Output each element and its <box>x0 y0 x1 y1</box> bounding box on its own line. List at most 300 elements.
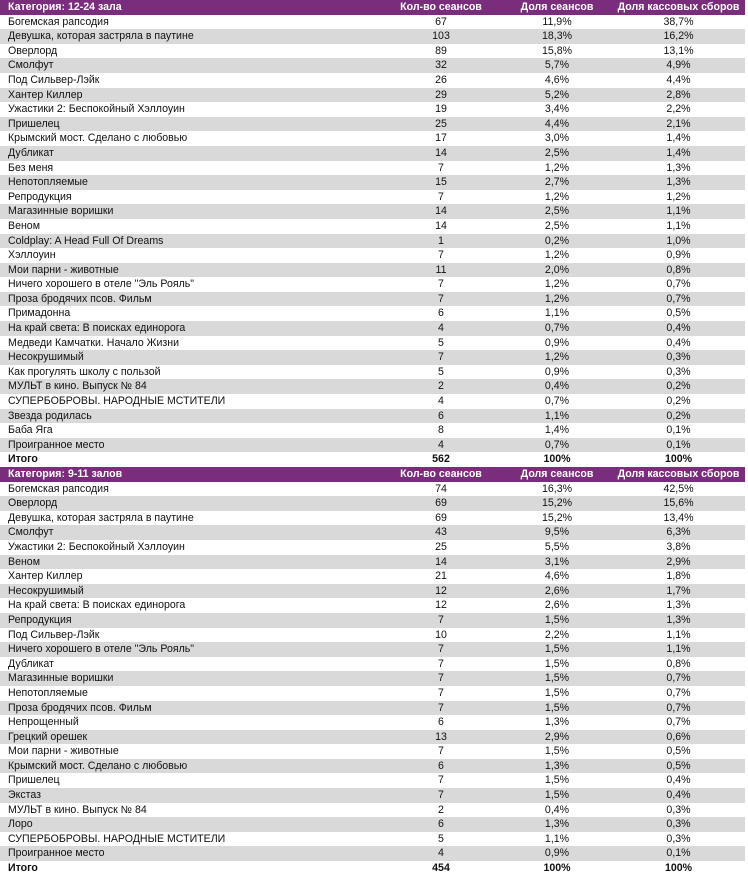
sessions-count: 6 <box>438 307 444 320</box>
movie-title: Медведи Камчатки. Начало Жизни <box>8 336 179 349</box>
sessions-share: 2,5% <box>544 219 570 232</box>
sessions-share: 1,5% <box>502 642 612 657</box>
column-header-sessions: Кол-во сеансов <box>380 0 502 15</box>
table-row <box>0 190 745 205</box>
sessions-share: 15,8% <box>541 44 573 57</box>
sessions-count: 25 <box>380 117 502 132</box>
sessions-count: 7 <box>438 249 444 262</box>
box-office-share: 1,1% <box>666 628 691 641</box>
sessions-share: 1,2% <box>544 161 570 174</box>
movie-title: Хантер Киллер <box>8 570 83 583</box>
box-office-share: 0,7% <box>666 686 691 699</box>
table-row <box>0 15 745 30</box>
sessions-count: 7 <box>380 788 502 803</box>
sessions-share: 11,9% <box>542 15 572 28</box>
sessions-share: 2,9% <box>502 730 612 745</box>
sessions-share: 1,3% <box>502 759 612 774</box>
table-row <box>0 846 745 861</box>
sessions-count: 7 <box>380 292 502 307</box>
movie-title: Проза бродячих псов. Фильм <box>0 292 380 307</box>
table-row <box>0 131 745 146</box>
sessions-count: 7 <box>380 671 502 686</box>
table-row <box>0 817 745 832</box>
box-office-share: 6,3% <box>612 525 745 540</box>
box-office-share: 1,3% <box>612 613 745 628</box>
sessions-share: 0,9% <box>544 336 570 349</box>
sessions-count: 19 <box>435 103 447 116</box>
box-office-share: 0,3% <box>666 365 691 378</box>
sessions-count: 4 <box>438 395 444 408</box>
movie-title: Мои парни - животные <box>8 745 119 758</box>
sessions-count: 6 <box>380 817 502 832</box>
movie-title: Грецкий орешек <box>0 730 380 745</box>
table-row <box>0 306 745 321</box>
table-row <box>0 598 745 613</box>
box-office-share: 2,8% <box>612 88 745 103</box>
box-office-share: 42,5% <box>663 482 694 495</box>
sessions-count: 14 <box>380 204 502 219</box>
sessions-share: 4,4% <box>502 117 612 132</box>
table-row <box>0 102 745 117</box>
table-row <box>0 263 745 278</box>
total-row <box>0 452 745 467</box>
sessions-count: 2 <box>380 379 502 394</box>
table-row <box>0 234 745 249</box>
sessions-count: 13 <box>380 730 502 745</box>
box-office-share: 0,8% <box>666 657 691 670</box>
table-row <box>0 146 745 161</box>
total-box-office: 100% <box>664 862 693 875</box>
column-header-session-share: Доля сеансов <box>502 467 612 482</box>
box-office-share: 0,1% <box>612 438 745 453</box>
table-row <box>0 248 745 263</box>
box-office-share: 0,1% <box>666 424 691 437</box>
sessions-share: 0,7% <box>502 438 612 453</box>
table-row <box>0 584 745 599</box>
box-office-share: 0,8% <box>612 263 745 278</box>
table-row <box>0 350 745 365</box>
total-box-office: 100% <box>664 453 693 466</box>
sessions-count: 15 <box>380 175 502 190</box>
table-row <box>0 540 745 555</box>
column-header-session-share: Доля сеансов <box>502 0 612 15</box>
sessions-share: 3,0% <box>544 132 570 145</box>
sessions-share: 1,1% <box>544 832 570 845</box>
sessions-share: 2,5% <box>502 146 612 161</box>
sessions-share: 1,5% <box>544 774 570 787</box>
box-office-share: 1,4% <box>666 132 691 145</box>
box-office-share: 0,2% <box>666 395 691 408</box>
movie-title: Ничего хорошего в отеле "Эль Рояль" <box>0 642 380 657</box>
sessions-share: 2,6% <box>502 584 612 599</box>
box-office-share: 15,6% <box>612 496 745 511</box>
sessions-count: 43 <box>380 525 502 540</box>
sessions-count: 6 <box>380 759 502 774</box>
table-row <box>0 496 745 511</box>
table-row <box>0 832 745 847</box>
movie-title: Смолфут <box>0 58 380 73</box>
table-row <box>0 423 745 438</box>
sessions-count: 12 <box>435 599 447 612</box>
movie-title: Пришелец <box>8 774 60 787</box>
sessions-count: 21 <box>435 570 447 583</box>
box-office-share: 16,2% <box>612 29 745 44</box>
movie-title: Несокрушимый <box>0 584 380 599</box>
box-office-share: 0,3% <box>666 803 691 816</box>
sessions-share: 1,2% <box>544 278 570 291</box>
sessions-count: 7 <box>438 745 444 758</box>
table-row <box>0 321 745 336</box>
movie-title: Экстаз <box>0 788 380 803</box>
sessions-count: 4 <box>380 438 502 453</box>
table-row <box>0 525 745 540</box>
box-office-share: 0,9% <box>666 249 691 262</box>
sessions-share: 2,0% <box>502 263 612 278</box>
table-row <box>0 73 745 88</box>
sessions-share: 1,1% <box>544 307 570 320</box>
sessions-share: 1,2% <box>544 190 570 203</box>
sessions-share: 0,9% <box>502 846 612 861</box>
sessions-share: 5,7% <box>502 58 612 73</box>
sessions-count: 12 <box>380 584 502 599</box>
box-office-share: 0,2% <box>612 379 745 394</box>
table-row <box>0 409 745 424</box>
table-row <box>0 365 745 380</box>
movie-title: Под Сильвер-Лэйк <box>8 628 100 641</box>
table-row <box>0 730 745 745</box>
sessions-share: 4,6% <box>544 570 570 583</box>
table-row <box>0 788 745 803</box>
sessions-count: 10 <box>435 628 447 641</box>
sessions-count: 1 <box>380 234 502 249</box>
table-row <box>0 628 745 643</box>
movie-title: Оверлорд <box>0 496 380 511</box>
sessions-count: 7 <box>438 774 444 787</box>
sessions-count: 7 <box>380 701 502 716</box>
sessions-count: 29 <box>380 88 502 103</box>
table-row <box>0 219 745 234</box>
category-header: Категория: 12-24 зала <box>0 0 380 15</box>
sessions-share: 3,4% <box>544 103 570 116</box>
sessions-share: 18,3% <box>502 29 612 44</box>
table-row <box>0 773 745 788</box>
table-row <box>0 204 745 219</box>
sessions-share: 16,3% <box>541 482 573 495</box>
table-row <box>0 701 745 716</box>
table-row <box>0 671 745 686</box>
table-row <box>0 438 745 453</box>
sessions-count: 4 <box>380 321 502 336</box>
sessions-count: 8 <box>438 424 444 437</box>
sessions-share: 1,3% <box>544 716 570 729</box>
table-row <box>0 379 745 394</box>
box-office-share: 0,4% <box>666 774 691 787</box>
movie-title: Ужастики 2: Беспокойный Хэллоуин <box>8 103 185 116</box>
box-office-share: 4,4% <box>666 73 691 86</box>
movie-title: Ничего хорошего в отеле "Эль Рояль" <box>8 278 195 291</box>
box-office-share: 0,3% <box>612 817 745 832</box>
sessions-share: 0,7% <box>544 395 570 408</box>
table-row <box>0 511 745 526</box>
movie-title: Непотопляемые <box>8 686 88 699</box>
sessions-count: 4 <box>380 846 502 861</box>
box-office-share: 0,7% <box>666 716 691 729</box>
movie-title: Богемская рапсодия <box>8 15 109 28</box>
table-row <box>0 277 745 292</box>
table-row <box>0 657 745 672</box>
movie-title: МУЛЬТ в кино. Выпуск № 84 <box>8 803 147 816</box>
table-row <box>0 759 745 774</box>
category-header: Категория: 9-11 залов <box>0 467 380 482</box>
movie-title: Хэллоуин <box>8 249 56 262</box>
table-row <box>0 482 745 497</box>
movie-title: Девушка, которая застряла в паутине <box>8 511 194 524</box>
sessions-share: 1,5% <box>544 745 570 758</box>
movie-title: Веном <box>8 219 40 232</box>
sessions-share: 15,2% <box>502 496 612 511</box>
sessions-count: 6 <box>438 716 444 729</box>
box-office-share: 13,4% <box>663 511 694 524</box>
sessions-share: 1,2% <box>502 350 612 365</box>
movie-title: Пришелец <box>0 117 380 132</box>
box-office-share: 0,4% <box>612 321 745 336</box>
sessions-share: 1,5% <box>502 671 612 686</box>
total-label: Итого <box>8 453 38 466</box>
movie-title: Как прогулять школу с пользой <box>8 365 161 378</box>
box-office-share: 0,3% <box>612 350 745 365</box>
box-office-share: 0,6% <box>612 730 745 745</box>
movie-title: Дубликат <box>0 146 380 161</box>
sessions-count: 7 <box>438 278 444 291</box>
table-header-row <box>0 0 745 15</box>
sessions-share: 0,9% <box>544 365 570 378</box>
box-office-share: 0,7% <box>666 278 691 291</box>
movie-title: Непрощенный <box>8 716 79 729</box>
table-header-row <box>0 467 745 482</box>
total-share: 100% <box>543 453 571 466</box>
sessions-count: 7 <box>380 642 502 657</box>
sessions-count: 7 <box>438 686 444 699</box>
box-office-share: 1,3% <box>666 599 691 612</box>
sessions-share: 1,2% <box>544 249 570 262</box>
sessions-count: 14 <box>435 219 447 232</box>
sessions-count: 17 <box>435 132 447 145</box>
sessions-share: 9,5% <box>502 525 612 540</box>
table-row <box>0 715 745 730</box>
movie-title: Проигранное место <box>0 438 380 453</box>
sessions-count: 69 <box>380 496 502 511</box>
table-row <box>0 569 745 584</box>
sessions-count: 7 <box>438 190 444 203</box>
movie-title: Смолфут <box>0 525 380 540</box>
sessions-count: 14 <box>380 146 502 161</box>
sessions-share: 0,4% <box>544 803 570 816</box>
movie-title: Лоро <box>0 817 380 832</box>
movie-title: Coldplay: A Head Full Of Dreams <box>0 234 380 249</box>
movie-title: СУПЕРБОБРОВЫ. НАРОДНЫЕ МСТИТЕЛИ <box>8 832 226 845</box>
sessions-share: 1,5% <box>544 657 570 670</box>
box-office-share: 0,7% <box>612 701 745 716</box>
box-office-share: 2,9% <box>612 555 745 570</box>
movie-title: Непотопляемые <box>0 175 380 190</box>
table-row <box>0 161 745 176</box>
table-row <box>0 744 745 759</box>
table-9-11-halls <box>0 467 745 876</box>
box-office-share: 1,0% <box>612 234 745 249</box>
box-office-share: 4,9% <box>612 58 745 73</box>
box-office-share: 2,1% <box>612 117 745 132</box>
sessions-share: 2,2% <box>544 628 570 641</box>
movie-title: Примадонна <box>8 307 71 320</box>
movie-title: Крымский мост. Сделано с любовью <box>0 759 380 774</box>
movie-title: Без меня <box>8 161 54 174</box>
sessions-count: 7 <box>438 657 444 670</box>
sessions-count: 7 <box>438 161 444 174</box>
movie-title: Проигранное место <box>0 846 380 861</box>
total-label: Итого <box>8 862 38 875</box>
movie-title: Крымский мост. Сделано с любовью <box>8 132 188 145</box>
box-office-share: 1,8% <box>666 570 691 583</box>
box-office-share: 0,4% <box>612 788 745 803</box>
movie-title: Звезда родилась <box>0 409 380 424</box>
movie-title: Дубликат <box>8 657 54 670</box>
column-header-box-office-share: Доля кассовых сборов <box>612 467 745 482</box>
sessions-count: 69 <box>435 511 447 524</box>
sessions-share: 1,5% <box>544 686 570 699</box>
movie-title: Оверлорд <box>8 44 58 57</box>
sessions-share: 2,7% <box>502 175 612 190</box>
box-office-share: 0,5% <box>666 745 691 758</box>
sessions-count: 5 <box>438 365 444 378</box>
box-office-share: 2,2% <box>666 103 691 116</box>
sessions-share: 0,4% <box>502 379 612 394</box>
box-office-share: 0,2% <box>612 409 745 424</box>
sessions-share: 4,6% <box>544 73 570 86</box>
table-body <box>0 482 745 876</box>
sessions-share: 5,2% <box>502 88 612 103</box>
movie-title: Мои парни - животные <box>0 263 380 278</box>
box-office-share: 13,1% <box>663 44 694 57</box>
sessions-count: 11 <box>380 263 502 278</box>
box-office-share: 0,1% <box>612 846 745 861</box>
table-body <box>0 15 745 467</box>
table-row <box>0 613 745 628</box>
table-row <box>0 58 745 73</box>
movie-title: Девушка, которая застряла в паутине <box>0 29 380 44</box>
table-row <box>0 642 745 657</box>
sessions-count: 32 <box>380 58 502 73</box>
sessions-share: 3,1% <box>502 555 612 570</box>
total-share: 100% <box>543 862 571 875</box>
box-office-share: 0,7% <box>612 292 745 307</box>
box-office-share: 3,8% <box>666 540 691 553</box>
sessions-share: 1,3% <box>502 817 612 832</box>
box-office-share: 1,4% <box>612 146 745 161</box>
sessions-count: 26 <box>435 73 447 86</box>
table-row <box>0 29 745 44</box>
movie-title: Репродукция <box>0 613 380 628</box>
movie-title: Магазинные воришки <box>0 671 380 686</box>
sessions-share: 2,5% <box>502 204 612 219</box>
sessions-count: 25 <box>435 540 447 553</box>
movie-title: Магазинные воришки <box>0 204 380 219</box>
sessions-count: 5 <box>438 832 444 845</box>
box-office-share: 0,4% <box>666 336 691 349</box>
box-office-share: 0,5% <box>666 307 691 320</box>
sessions-share: 0,2% <box>502 234 612 249</box>
sessions-share: 1,5% <box>502 701 612 716</box>
column-header-sessions: Кол-во сеансов <box>380 467 502 482</box>
sessions-count: 7 <box>380 350 502 365</box>
movie-title: Ужастики 2: Беспокойный Хэллоуин <box>8 540 185 553</box>
box-office-share: 38,7% <box>663 15 694 28</box>
sessions-count: 6 <box>380 409 502 424</box>
movie-title: Хантер Киллер <box>0 88 380 103</box>
box-office-share: 1,1% <box>666 219 691 232</box>
sessions-share: 1,1% <box>502 409 612 424</box>
table-row <box>0 555 745 570</box>
movie-title: Веном <box>0 555 380 570</box>
table-row <box>0 88 745 103</box>
sessions-share: 5,5% <box>544 540 570 553</box>
box-office-share: 1,1% <box>612 204 745 219</box>
sessions-count: 2 <box>438 803 444 816</box>
sessions-share: 0,7% <box>502 321 612 336</box>
table-row <box>0 175 745 190</box>
sessions-count: 67 <box>435 15 447 28</box>
table-row <box>0 44 745 59</box>
table-row <box>0 394 745 409</box>
movie-title: МУЛЬТ в кино. Выпуск № 84 <box>0 379 380 394</box>
movie-title: Проза бродячих псов. Фильм <box>0 701 380 716</box>
total-row <box>0 861 745 876</box>
box-office-share: 1,3% <box>666 161 691 174</box>
total-sessions: 454 <box>432 862 450 875</box>
box-office-share: 0,5% <box>612 759 745 774</box>
box-office-share: 0,7% <box>612 671 745 686</box>
table-row <box>0 292 745 307</box>
sessions-count: 7 <box>380 613 502 628</box>
movie-title: Под Сильвер-Лэйк <box>8 73 100 86</box>
movie-title: Несокрушимый <box>0 350 380 365</box>
sessions-count: 74 <box>435 482 447 495</box>
sessions-count: 5 <box>438 336 444 349</box>
box-office-share: 0,3% <box>666 832 691 845</box>
table-row <box>0 336 745 351</box>
movie-title: Баба Яга <box>8 424 53 437</box>
sessions-count: 14 <box>380 555 502 570</box>
movie-title: Репродукция <box>8 190 72 203</box>
sessions-count: 89 <box>435 44 447 57</box>
sessions-share: 1,2% <box>502 292 612 307</box>
sessions-share: 2,6% <box>544 599 570 612</box>
sessions-share: 15,2% <box>541 511 573 524</box>
table-row <box>0 803 745 818</box>
movie-title: СУПЕРБОБРОВЫ. НАРОДНЫЕ МСТИТЕЛИ <box>8 395 226 408</box>
box-office-share: 1,2% <box>666 190 691 203</box>
movie-title: На край света: В поисках единорога <box>8 599 186 612</box>
movie-title: Богемская рапсодия <box>8 482 109 495</box>
movie-title: На край света: В поисках единорога <box>0 321 380 336</box>
box-office-share: 1,3% <box>612 175 745 190</box>
total-sessions: 562 <box>432 453 450 466</box>
table-row <box>0 117 745 132</box>
box-office-share: 1,1% <box>612 642 745 657</box>
sessions-share: 1,5% <box>502 613 612 628</box>
sessions-count: 103 <box>380 29 502 44</box>
column-header-box-office-share: Доля кассовых сборов <box>612 0 745 15</box>
box-office-share: 1,7% <box>612 584 745 599</box>
